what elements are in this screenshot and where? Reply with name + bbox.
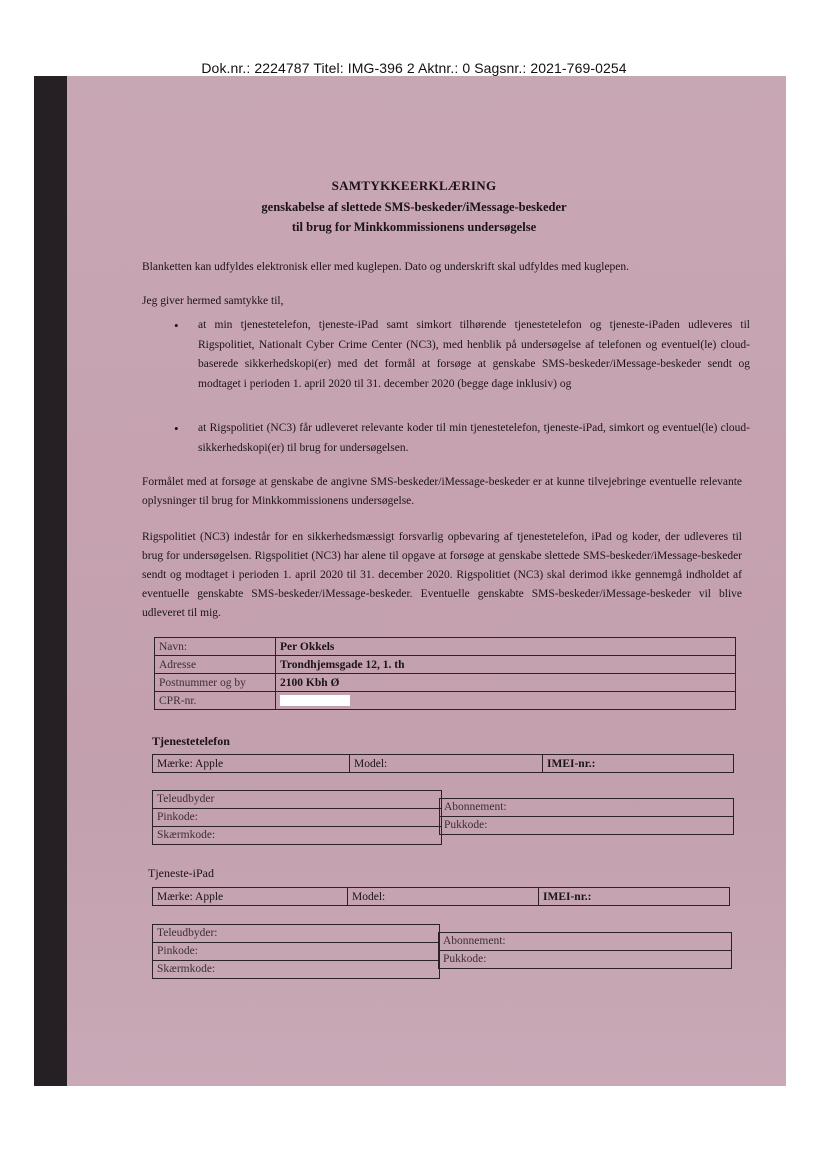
phone-provider-field[interactable]: Teleudbyder [153,791,441,809]
personal-info-table [154,637,736,710]
phone-puk-field[interactable]: Pukkode: [444,819,488,831]
bullet-dot: • [174,421,179,436]
bullet-1-text: at min tjenestetelefon, tjeneste-iPad samt simkort tilhørende tjenestetelefon og tjeneste-iPaden udleveres til Rigspolitiet, Nationalt Cyber Crime Center (NC3), med henblik på undersøgelse af telefonen og eventuel(le) cloud-baserede sikkerhedskopi(er) med det formål at forsøge at genskabe SMS-beskeder/iMessage-beskeder sendt og modtaget i perioden 1. april 2020 til 31. december 2020 (begge dage inklusiv) og [198,319,750,390]
address-field[interactable]: Trondhjemsgade 12, 1. th [276,656,736,674]
ipad-provider-field[interactable]: Teleudbyder: [153,925,439,943]
ipad-brand-field[interactable]: Mærke: Apple [153,888,348,906]
purpose-text: Formålet med at forsøge at genskabe de angivne SMS-beskeder/iMessage-beskeder er at kunne tilvejebringe eventuelle relevante oplysninger til brug for Minkkommissionens undersøgelse. [142,476,742,507]
ipad-puk-field[interactable]: Pukkode: [443,953,487,965]
consent-lead: Jeg giver hermed samtykke til, [142,295,284,307]
phone-codes-right [439,798,734,835]
cpr-field[interactable] [276,692,736,710]
phone-heading: Tjenestetelefon [152,734,230,748]
postal-label: Postnummer og by [155,674,276,692]
form-subtitle-1: genskabelse af slettede SMS-beskeder/iMessage-beskeder [261,200,567,214]
phone-codes-left [152,790,442,845]
name-field[interactable]: Per Okkels [276,638,736,656]
ipad-pin-field[interactable]: Pinkode: [153,943,439,961]
ipad-screen-code-field[interactable]: Skærmkode: [157,963,216,975]
ipad-imei-field[interactable]: IMEI-nr.: [539,888,730,906]
phone-brand-field[interactable]: Mærke: Apple [153,755,350,773]
table-row [155,638,736,656]
table-row [155,674,736,692]
table-row [153,888,730,906]
table-row [153,755,734,773]
phone-device-table [152,754,734,773]
phone-model-field[interactable]: Model: [350,755,543,773]
ipad-codes-left [152,924,440,979]
bullet-dot: • [174,318,179,333]
phone-imei-field[interactable]: IMEI-nr.: [543,755,734,773]
postal-field[interactable]: 2100 Kbh Ø [276,674,736,692]
ipad-codes-right [438,932,732,969]
form-subtitle-2: til brug for Minkkommissionens undersøgelse [291,220,537,234]
phone-subscription-field[interactable]: Abonnement: [440,799,733,817]
table-row [155,656,736,674]
ipad-device-table [152,887,730,906]
ipad-heading: Tjeneste-iPad [148,866,214,880]
table-row [155,692,736,710]
phone-screen-code-field[interactable]: Skærmkode: [157,829,216,841]
address-label: Adresse [155,656,276,674]
ipad-subscription-field[interactable]: Abonnement: [439,933,731,951]
ipad-model-field[interactable]: Model: [348,888,539,906]
bullet-2-text: at Rigspolitiet (NC3) får udleveret relevante koder til min tjenestetelefon, tjeneste-iPad, simkort og eventuel(le) cloud-sikkerhedskopi(er) til brug for undersøgelsen. [198,422,750,454]
cpr-label: CPR-nr. [155,692,276,710]
phone-pin-field[interactable]: Pinkode: [153,809,441,827]
consent-bullet-1 [174,316,750,394]
document-header: Dok.nr.: 2224787 Titel: IMG-396 2 Aktnr.: 0 Sagsnr.: 2021-769-0254 [201,60,627,76]
cpr-redaction [280,695,350,706]
note-text: Rigspolitiet (NC3) indestår for en sikkerhedsmæssigt forsvarlig opbevaring af tjenestetelefon, iPad og koder, der udleveres til brug for undersøgelsen. Rigspolitiet (NC3) har alene til opgave at forsøge at genskabe slettede SMS-beskeder/iMessage-beskeder sendt og modtaget i perioden 1. april 2020 til 31. december 2020. Rigspolitiet (NC3) skal derimod ikke gennemgå indholdet af eventuelle genskabte SMS-beskeder/iMessage-beskeder. Eventuelle genskabte SMS-beskeder/iMessage-beskeder vil blive udleveret til mig. [142,531,742,619]
name-label: Navn: [155,638,276,656]
intro-text: Blanketten kan udfyldes elektronisk eller med kuglepen. Dato og underskrift skal udfyldes med kuglepen. [142,261,630,273]
form-title: SAMTYKKEERKLÆRING [331,178,497,193]
consent-bullet-2 [174,419,750,458]
